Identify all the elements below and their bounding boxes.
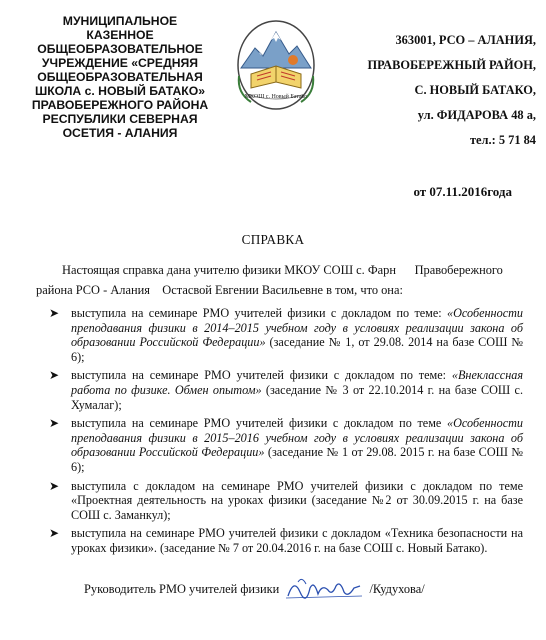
list-item	[45, 368, 523, 412]
org-line: ШКОЛА с. НОВЫЙ БАТАКО»	[35, 84, 205, 98]
signature-role: Руководитель РМО учителей физики	[84, 581, 280, 596]
address-line: ул. ФИДАРОВА 48 а,	[417, 108, 536, 122]
intro-paragraph	[36, 260, 516, 300]
item-topic: «Особенности преподавания физики в 2014–2015 учебном году в условиях реализации закона об образовании Российской Федерации»	[71, 306, 523, 350]
item-text: выступила на семинаре РМО учителей физики с докладом по теме:	[71, 306, 448, 320]
org-line: ОБЩЕОБРАЗОВАТЕЛЬНАЯ	[37, 70, 203, 84]
organization-name-block	[20, 14, 220, 140]
item-details: (заседание № 3 от 22.10.2014 г. на базе СОШ с. Хумалаг);	[71, 382, 523, 412]
arrow-bullet-icon: ➤	[49, 368, 60, 383]
signature-line	[84, 574, 425, 604]
item-details: (заседание № 1 от 29.08. 2015 г. на базе СОШ № 6);	[71, 445, 523, 474]
item-topic: «Внеклассная работа по физике. Обмен опытом»	[71, 368, 523, 397]
item-details: (заседание № 1, от 29.08. 2014 на базе СОШ № 6);	[71, 335, 523, 364]
item-text: выступила на семинаре РМО учителей физики с докладом «Техника безопасности на уроках физики». (заседание № 7 от 20.04.2016 г. на базе СОШ с. Новый Батако).	[71, 526, 523, 555]
school-logo	[233, 18, 319, 116]
document-title: СПРАВКА	[241, 232, 305, 247]
org-line: УЧРЕЖДЕНИЕ «СРЕДНЯЯ	[41, 56, 199, 70]
address-block	[330, 28, 536, 153]
org-line: ОСЕТИЯ - АЛАНИЯ	[62, 126, 178, 140]
handwritten-signature	[284, 574, 364, 604]
arrow-bullet-icon: ➤	[49, 478, 60, 493]
list-item	[45, 416, 523, 474]
address-line: 363001, РСО – АЛАНИЯ,	[395, 33, 536, 47]
address-line: тел.: 5 71 84	[469, 133, 536, 147]
org-line: МУНИЦИПАЛЬНОЕ	[62, 14, 178, 28]
item-topic: «Особенности преподавания физики в 2015–2016 учебном году в условиях реализации закона об образовании Российской Федерации»	[71, 416, 523, 460]
address-line: ПРАВОБЕРЕЖНЫЙ РАЙОН,	[367, 58, 536, 72]
item-text: выступила на семинаре РМО учителей физики с докладом по теме:	[71, 368, 452, 383]
list-item	[45, 526, 523, 555]
list-item	[45, 479, 523, 523]
org-line: ОБЩЕОБРАЗОВАТЕЛЬНОЕ	[37, 42, 203, 56]
intro-line-1: Настоящая справка дана учителю физики МКОУ СОШ с. Фарн Правобережного	[62, 263, 503, 277]
document-date: от 07.11.2016года	[413, 184, 512, 199]
arrow-bullet-icon: ➤	[49, 306, 60, 320]
arrow-bullet-icon: ➤	[49, 416, 60, 431]
signature-name: /Кудухова/	[369, 581, 425, 596]
logo-text: МКОШ с. Новый Батако	[244, 94, 308, 100]
item-text: выступила с докладом на семинаре РМО учителей физики с докладом по теме «Проектная деятельность на уроках физики (заседание №2 от 30.09.2015 г. на базе СОШ с. Заманкул);	[71, 478, 523, 522]
list-item	[45, 306, 523, 364]
arrow-bullet-icon: ➤	[49, 526, 60, 541]
item-text: выступила на семинаре РМО учителей физики с докладом по теме	[71, 416, 448, 431]
org-line: РЕСПУБЛИКИ СЕВЕРНАЯ	[42, 112, 198, 126]
activities-list	[45, 306, 523, 560]
org-line: КАЗЕННОЕ	[86, 28, 154, 42]
address-line: С. НОВЫЙ БАТАКО,	[414, 83, 536, 97]
intro-line-2: района РСО - Алания Остасвой Евгении Васильевне в том, что она:	[36, 283, 403, 297]
org-line: ПРАВОБЕРЕЖНОГО РАЙОНА	[31, 98, 209, 112]
